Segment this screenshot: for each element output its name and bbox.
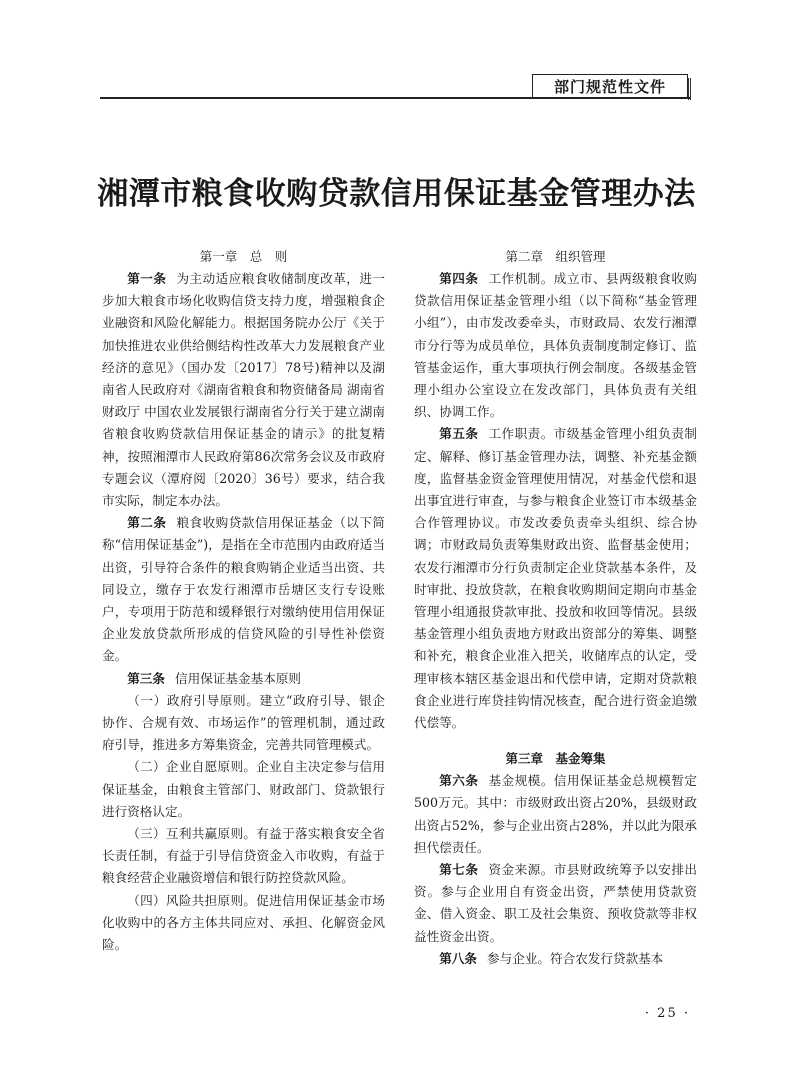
article-paragraph: [414, 859, 697, 948]
article-number: 第二条: [127, 515, 167, 531]
article-text: （四）风险共担原则。促进信用保证基金市场化收购中的各方主体共同应对、承担、化解资金风险。: [102, 892, 385, 953]
article-number: 第三条: [127, 670, 165, 686]
article-paragraph: [102, 756, 385, 823]
header-rule: [100, 97, 690, 99]
article-text: 参与企业。符合农发行贷款基本: [487, 950, 664, 966]
document-category-tag: 部门规范性文件: [532, 74, 688, 98]
article-text: 资金来源。市县财政统筹予以安排出资。参与企业用自有资金出资，严禁使用贷款资金、借入资金、职工及社会集资、预收贷款等非权益性资金出资。: [414, 862, 698, 944]
article-paragraph: [102, 268, 385, 512]
article-paragraph: [102, 823, 385, 890]
article-paragraph: [414, 423, 697, 734]
article-number: 第一条: [127, 271, 167, 286]
article-text: 工作机制。成立市、县两级粮食收购贷款信用保证基金管理小组（以下简称“基金管理小组”），由市发改委牵头，市财政局、农发行湘潭市分行等为成员单位，具体负责制度制定修订、监管基金运作，重大事项执行例会制度。各级基金管理小组办公室设立在发改部门，具体负责有关组织、协调工作。: [414, 271, 698, 420]
article-number: 第五条: [439, 426, 479, 442]
article-text: 信用保证基金基本原则: [175, 670, 301, 686]
document-title: 湘潭市粮食收购贷款信用保证基金管理办法: [97, 176, 696, 212]
chapter-heading: 第三章 基金筹集: [505, 751, 606, 767]
chapter-heading: 第二章 组织管理: [505, 249, 606, 264]
article-paragraph: [102, 690, 385, 757]
article-text: （一）政府引导原则。建立“政府引导、银企协作、合规有效、市场运作”的管理机制，通过政府引导，推进多方筹集资金，完善共同管理模式。: [102, 692, 385, 753]
left-column: [102, 246, 385, 956]
chapter-heading: 第一章 总 则: [199, 249, 288, 264]
article-paragraph: [102, 512, 385, 667]
article-paragraph: [414, 948, 697, 970]
article-text: （三）互利共赢原则。有益于落实粮食安全省长责任制，有益于引导信贷资金入市收购，有益于粮食经营企业融资增信和银行防控贷款风险。: [102, 826, 385, 886]
article-text: 工作职责。市级基金管理小组负责制定、解释、修订基金管理办法，调整、补充基金额度，监督基金资金管理使用情况，对基金代偿和退出事宜进行审查，与参与粮食企业签订市本级基金合作管理协议。市发改委负责牵头组织、综合协调；市财政局负责筹集财政出资、监督基金使用；农发行湘潭市分行负责制定企业贷款基本条件，及时审批、投放贷款，在粮食收购期间定期向市基金管理小组通报贷款审批、投放和收回等情况。县级基金管理小组负责地方财政出资部分的筹集、调整和补充，粮食企业准入把关，收储库点的认定，受理审核本辖区基金退出和代偿申请，定期对贷款粮食企业进行库贷挂钩情况核查，配合进行资金追缴代偿等。: [414, 426, 698, 731]
article-paragraph: [414, 268, 697, 423]
article-text: 基金规模。信用保证基金总规模暂定500万元。其中：市级财政出资占20%，县级财政出资占52%，参与企业出资占28%，并以此为限承担代偿责任。: [414, 773, 698, 855]
section-gap: [414, 734, 697, 748]
article-number: 第七条: [439, 862, 479, 878]
article-paragraph: [102, 668, 385, 690]
article-paragraph: [102, 890, 385, 957]
article-paragraph: [414, 770, 697, 859]
article-number: 第八条: [439, 950, 477, 966]
right-column: [414, 246, 697, 970]
article-text: 粮食收购贷款信用保证基金（以下简称“信用保证基金”)，是指在全市范围内由政府适当出资，引导符合条件的粮食购销企业适当出资、共同设立，缴存于农发行湘潭市岳塘区支行专设账户，专项用于防范和缓释银行对缴纳使用信用保证企业发放贷款所形成的信贷风险的引导性补偿资金。: [102, 515, 386, 664]
article-text: 为主动适应粮食收储制度改革，进一步加大粮食市场化收购信贷支持力度，增强粮食企业融资和风险化解能力。根据国务院办公厅《关于加快推进农业供给侧结构性改革大力发展粮食产业经济的意见》（国办发〔2017〕78号)精神以及湖南省人民政府对《湖南省粮食和物资储备局 湖南省财政厅 中国农业发展银行湖南省分行关于建立湖南省粮食收购贷款信用保证基金的请示》的批复精神，按照湘潭市人民政府第86次常务会议及市政府专题会议（潭府阅〔2020〕36号）要求，结合我市实际，制定本办法。: [102, 271, 386, 509]
page-number: · 25 ·: [644, 1006, 690, 1021]
article-text: （二）企业自愿原则。企业自主决定参与信用保证基金，由粮食主管部门、财政部门、贷款银行进行资格认定。: [102, 759, 385, 819]
article-number: 第六条: [439, 773, 479, 789]
article-number: 第四条: [439, 271, 479, 286]
